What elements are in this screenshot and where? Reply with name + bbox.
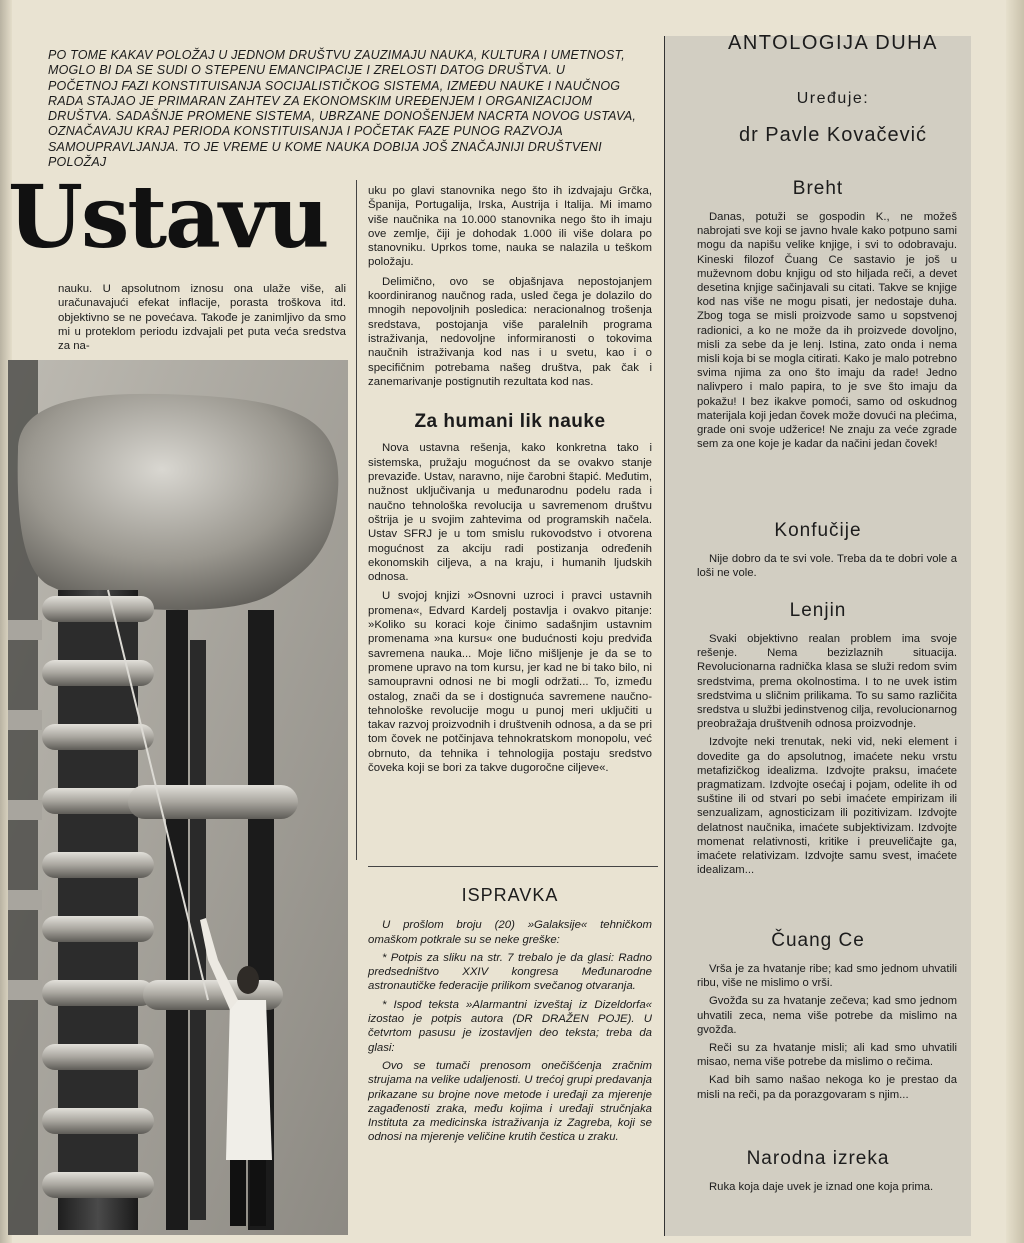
ispravka-heading: ISPRAVKA xyxy=(461,885,559,905)
sidebar-antologija-duha xyxy=(664,32,971,1236)
quote-text: Vrša je za hvatanje ribe; kad smo jednom uhvatili ribu, više ne mislimo o vrši. xyxy=(697,963,957,990)
sidebar-editor-label: Uređuje: xyxy=(796,90,870,108)
column-2-paragraph: U svojoj knjizi »Osnovni uzroci i pravci ustavnih promena«, Edvard Kardelj postavlja i ovakvo pitanje: »Koliko su koraci koje činimo sadašnjim ustavnim promenama »na kursu« one budućnosti koju predviđa savremena nauka... Moje lično mišljenje je da se to promene upravo na tom kursu, jer kad ne bi tako bilo, ni samoupravni odnosi ne bi mogli održati... To, između ostalog, znači da se i dostignuća savremene naučno-tehnološke revolucije mogu u punoj meri uključiti u takav razvoj proizvodnih i društvenih odnosa, a da se pri tom čovek ne potčinjava tehnokratskom monopolu, već obrnuto, da tehnika i tehnologija postaju sredstvo čoveka koji se bori za takve dugoročne ciljeve«. xyxy=(368,590,652,774)
section-divider xyxy=(368,866,658,867)
quote-author: Narodna izreka xyxy=(746,1148,890,1169)
quote-text: Danas, potuži se gospodin K., ne možeš nabrojati sve koji se javno hvale kako potpuno sami mogu da napišu velike knjige, i svi to odobravaju. Kineski filozof Čuang Ce sastavio je još u muževnom dobu knjigu od sto hiljada reči, a devet desetina knjige sačinjavali su citati. Takve se knjige kod nas više ne mogu pisati, jer nedostaje duha. Zbog toga se misli proizvode samo u sopstvenoj radionici, a ko ne može da ih proizvede dovoljno, misli za sebe da je lenj. Istina, zato onda i nema misli koja bi se mogla citirati. Kako je malo potrebno svima njima za ono što imaju da rade! Jedno nalivpero i malo papira, to je sve što imaju da pokažu! I bez ikakve pomoći, samo od oskudnog materijala koji jedan čovek može dovući na plećima, grade oni svoje udžerice! Ne znaju za veće zgrade sem za one koje je kadar da načini jedan čovek! xyxy=(697,211,957,451)
ispravka-box xyxy=(368,876,652,1149)
quote-author: Konfučije xyxy=(774,520,862,541)
ispravka-paragraph: * Potpis za sliku na str. 7 trebalo je da glasi: Radno predsedništvo XXIV kongresa Međunarodne astronautičke federacije prilikom svečanog otvaranja. xyxy=(368,951,652,993)
quote-konfucije xyxy=(665,502,971,584)
column-2-paragraph: uku po glavi stanovnika nego što ih izdvajaju Grčka, Španija, Portugalija, Irska, Austrija i Italija. Mi imamo više naučnika na 10.000 stanovnika nego što ih imaju ove zemlje, čiji je dohodak 1.000 ili više dolara po stanovniku. Uprkos tome, nauka se nalazila u teškom položaju. xyxy=(368,185,652,269)
intro-lead: PO TOME KAKAV POLOŽAJ U JEDNOM DRUŠTVU ZAUZIMAJU NAUKA, KULTURA I UMETNOST, MOGLO BI DA SE SUDI O STEPENU EMANCIPACIJE I ZRELOSTI DATOG DRUŠTVA. U POČETNOJ FAZI KONSTITUISANJA SOCIJALISTIČKOG SISTEMA, IZMEĐU NAUKE I NAUČNOG RADA STAJAO JE PRIMARAN ZAHTEV ZA EKONOMSKIM UREĐENJEM I ORGANIZACIJOM DRUŠTVA. SADAŠNJE PROMENE SISTEMA, UBRZANE DONOŠENJEM NACRTA NOVOG USTAVA, OZNAČAVAJU KRAJ PERIODA KONSTITUISANJA I POČETAK FAZE PUNOG RAZVOJA SAMOUPRAVLJANJA. TO JE VREME U KOME NAUKA DOBIJA JOŠ ZNAČAJNIJI DRUŠTVENI POLOŽAJ xyxy=(48,48,637,170)
ispravka-paragraph: U prošlom broju (20) »Galaksije« tehničkom omaškom potkrale su se neke greške: xyxy=(368,919,652,946)
page-edge xyxy=(1006,0,1024,1243)
column-divider xyxy=(356,180,357,860)
quote-text: Izdvojte neki trenutak, neki vid, neki element i dovedite ga do apsolutnog, imaćete neku vrstu metafizičkog idealizma. Izdvojte praksu, imaćete pragmatizam. Izdvojte osećaj i pojam, odelite ih od suštine ili od stvari po sebi imaćete empirizam ili senzualizam, agnosticizam ili pozitivizam. Izdvojte delatnost naučnika, imaćete subjektivizam. Izdvojte momenat relativnosti, kritike i preuveličajte ga, imaćete relativizam. Izdvojte samu svest, imaćete idealizam... xyxy=(697,736,957,877)
quote-author: Breht xyxy=(792,178,844,199)
quote-text: Gvožđa su za hvatanje zečeva; kad smo jednom uhvatili zeca, nema više potrebe da mislimo na gvožđa. xyxy=(697,995,957,1036)
quote-lenjin xyxy=(665,582,971,881)
quote-author: Čuang Ce xyxy=(771,930,865,951)
column-2-paragraph: Delimično, ovo se objašnjava nepostojanjem koordiniranog naučnog rada, usled čega je dolazilo do mnogih nepovoljnih posledica: neracionalnog trošenja sredstava, postojanja više paralelnih programa istraživanja, nedovoljne informiranosti o tokovima naučnih istraživanja kod nas i u svetu, kao i o specifičnim potrebama našeg društva, pak čak i zanemarivanje postignutih rezultata kod nas. xyxy=(368,275,652,388)
quote-text: Kad bih samo našao nekoga ko je prestao da misli na reči, pa da porazgovaram s njim... xyxy=(697,1074,957,1101)
photo-high-voltage-apparatus xyxy=(8,360,348,1235)
ispravka-paragraph: * Ispod teksta »Alarmantni izveštaj iz Dizeldorfa« izostao je potpis autora (DR DRAŽEN POJE). U četvrtom pasusu je izostavljen deo teksta; treba da glasi: xyxy=(368,998,652,1054)
column-1-text: nauku. U apsolutnom iznosu ona ulaže više, ali uračunavajući efekat inflacije, porasta troškova itd. objektivno se ne povećava. Takođe je zanimljivo da smo mi u proteklom periodu izdvajali pet puta veća sredstva za na- xyxy=(58,283,346,353)
headline: Ustavu xyxy=(8,167,328,268)
quote-text: Nije dobro da te svi vole. Treba da te dobri vole a loši ne vole. xyxy=(697,553,957,580)
sidebar-masthead: ANTOLOGIJA DUHA xyxy=(728,32,938,54)
quote-text: Reči su za hvatanje misli; ali kad smo uhvatili misao, nema više potrebe da mislimo o rečima. xyxy=(697,1042,957,1069)
column-2 xyxy=(368,184,652,780)
quote-text: Svaki objektivno realan problem ima svoje rešenje. Nema bezizlaznih situacija. Revolucionarna radnička klasa se služi redom svim sredstvima, prema okolnostima. I to ne uvek istim sredstvima u sličnim prilikama. To su samo različita sredstva u službi jedinstvenog cilja, revolucionarnog preobražaja društvenih odnosa proizvodnje. xyxy=(697,633,957,731)
quote-text: Ruka koja daje uvek je iznad one koja prima. xyxy=(709,1181,934,1193)
ispravka-paragraph: Ovo se tumači prenosom onečišćenja zračnim strujama na velike udaljenosti. U trećoj grupi predavanja prikazane su brojne nove metode i uređaji za mjerenje zagađenosti zraka, među kojima i uređaji stručnjaka Instituta za medicinska istraživanja iz Zagreba, koji se odnosi na mjerenje veličine krutih čestica u zraku. xyxy=(368,1059,652,1144)
subheading-humani-lik: Za humani lik nauke xyxy=(414,411,606,433)
quote-author: Lenjin xyxy=(789,600,847,621)
sidebar-editor-name: dr Pavle Kovačević xyxy=(738,124,928,147)
quote-cuang-ce xyxy=(665,912,971,1106)
quote-breht xyxy=(665,160,971,455)
column-2-paragraph: Nova ustavna rešenja, kako konkretna tako i sistemska, pružaju mogućnost da se ovakvo stanje prevaziđe. Ustav, naravno, nije čarobni štapić. Međutim, nužnost uključivanja u međunarodnu podelu rada i naučno tehnološka revolucija u savremenom društvu oštrija je u svojim zahtevima od programskih načela. Ustav SFRJ je u tom smislu rukovodstvo i otvorena mogućnost za akciju radi postizanja određenih ekonomskih ciljeva, a na kraju, i humanih ljudskih odnosa. xyxy=(368,442,652,584)
quote-narodna-izreka xyxy=(665,1130,971,1198)
photo-illustration xyxy=(8,360,348,1235)
